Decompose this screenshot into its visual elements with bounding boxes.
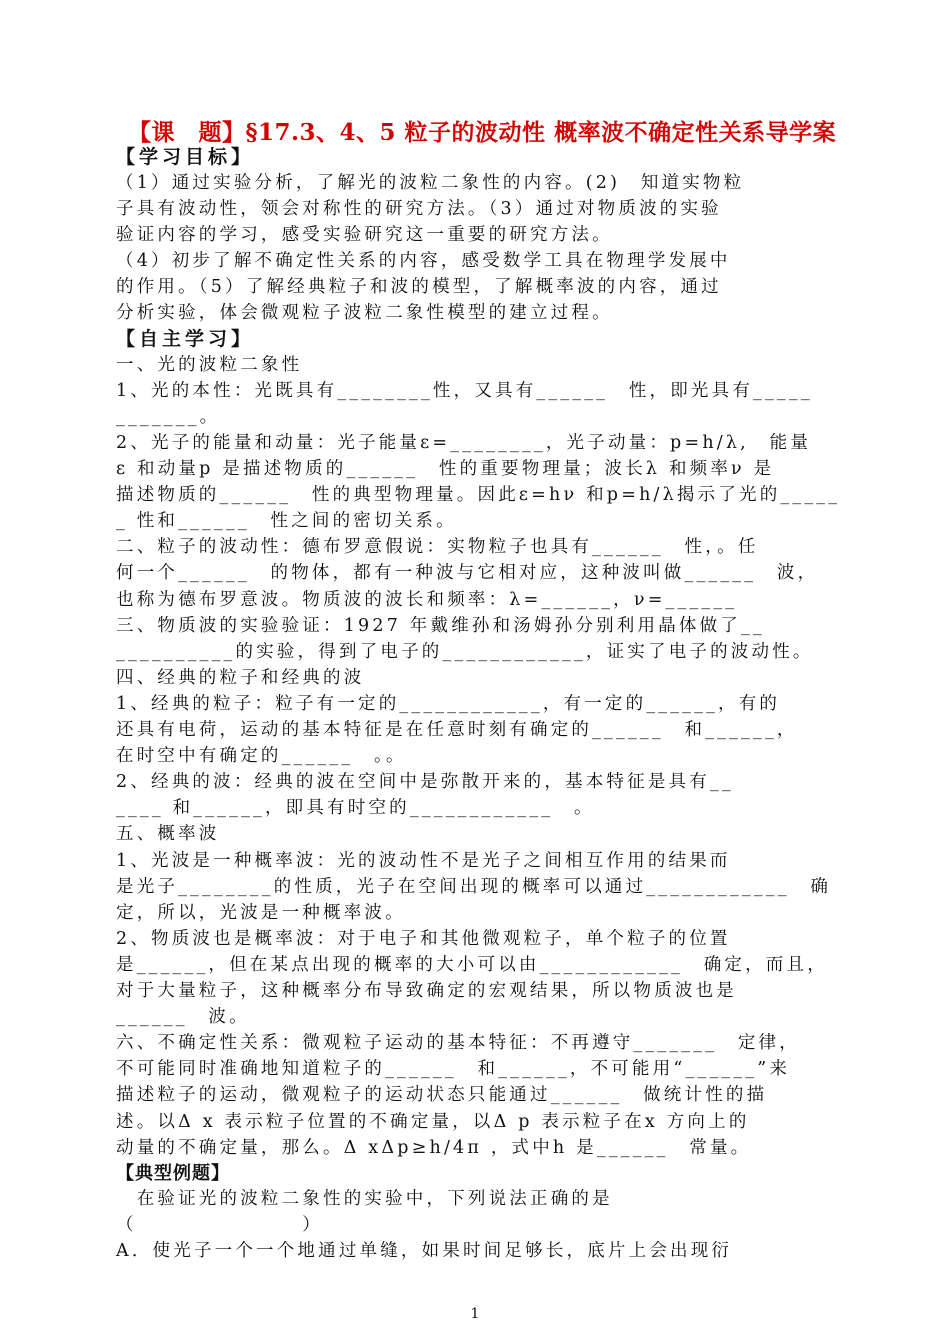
text-line: 分析实验，体会微观粒子波粒二象性模型的建立过程。 [116, 303, 613, 323]
text-line: 是光子________的性质，光子在空间出现的概率可以通过____________ 确 [116, 876, 832, 897]
page-title: 【课 题】§17.3、4、5 粒子的波动性 概率波不确定性关系导学案 [128, 119, 837, 146]
text-line: 1、经典的粒子：粒子有一定的____________，有一定的______，有的 [116, 693, 781, 714]
text-line: 2、经典的波：经典的波在空间中是弥散开来的，基本特征是具有__ [116, 772, 734, 793]
text-line: （4）初步了解不确定性关系的内容，感受数学工具在物理学发展中 [116, 250, 731, 271]
text-line: 在时空中有确定的______ 。。 [116, 746, 407, 767]
text-line: 何一个______ 的物体，都有一种波与它相对应，这种波叫做______ 波， [116, 563, 819, 584]
text-line: 动量的不确定量，那么。Δ xΔp≥h/4π ，式中h 是______ 常量。 [116, 1137, 752, 1158]
text-line: 也称为德布罗意波。物质波的波长和频率：λ=______，ν=______ [116, 589, 738, 610]
text-line: 1、光波是一种概率波：光的波动性不是光子之间相互作用的结果而 [116, 850, 731, 871]
section-heading: 【典型例题】 [116, 1162, 230, 1184]
section-heading: 【自主学习】 [116, 328, 255, 351]
text-line: ____ 和______，即具有时空的____________ 。 [116, 798, 595, 819]
text-line: A．使光子一个一个地通过单缝，如果时间足够长，底片上会出现衍 [116, 1241, 733, 1262]
text-line: 1、光的本性：光既具有________性，又具有______ 性，即光具有_____ [116, 380, 813, 401]
section-heading: 【学习目标】 [116, 146, 255, 168]
text-line: 子具有波动性，领会对称性的研究方法。（3）通过对物质波的实验 [116, 198, 722, 219]
text-line: 的作用。（5）了解经典粒子和波的模型，了解概率波的内容，通过 [116, 276, 722, 297]
text-line: 还具有电荷，运动的基本特征是在任意时刻有确定的______ 和______， [116, 720, 798, 740]
text-line: 三、物质波的实验验证：1927 年戴维孙和汤姆孙分别利用晶体做了__ [116, 615, 765, 636]
text-line: （ ） [116, 1215, 323, 1236]
text-line: 2、光子的能量和动量：光子能量ε=________，光子动量：p=h/λ, 能量 [116, 432, 812, 453]
text-line: 对于大量粒子，这种概率分布导致确定的宏观结果，所以物质波也是 [116, 981, 737, 1001]
text-line: 描述物质的______ 性的典型物理量。因此ε=hν 和p=h/λ揭示了光的_____ [116, 485, 841, 506]
text-line: 六、不确定性关系：微观粒子运动的基本特征：不再遵守_______ 定律， [116, 1033, 800, 1054]
text-line: _______。 [116, 406, 221, 427]
text-line: ______ 波。 [116, 1007, 250, 1028]
text-line: _ 性和______ 性之间的密切关系。 [116, 511, 457, 532]
text-line: 一、光的波粒二象性 [116, 354, 303, 375]
text-line: （1）通过实验分析，了解光的波粒二象性的内容。(2) 知道实物粒 [116, 172, 745, 193]
text-line: __________的实验，得到了电子的____________，证实了电子的波动性。 [116, 641, 814, 662]
text-line: 是______，但在某点出现的概率的大小可以由____________ 确定，而且， [116, 954, 828, 975]
text-line: 在验证光的波粒二象性的实验中，下列说法正确的是 [116, 1189, 613, 1210]
text-line: 五、概率波 [116, 824, 220, 845]
text-line: 四、经典的粒子和经典的波 [116, 667, 365, 688]
text-line: 定，所以，光波是一种概率波。 [116, 902, 406, 923]
text-line: 述。以Δ x 表示粒子位置的不确定量，以Δ p 表示粒子在x 方向上的 [116, 1111, 750, 1132]
text-line: 二、粒子的波动性：德布罗意假说：实物粒子也具有______ 性，。任 [116, 537, 759, 558]
text-line: 验证内容的学习，感受实验研究这一重要的研究方法。 [116, 224, 613, 245]
text-line: ε 和动量p 是描述物质的______ 性的重要物理量；波长λ 和频率ν 是 [116, 459, 775, 479]
text-line: 不可能同时准确地知道粒子的______ 和______，不可能用“______”来 [116, 1059, 791, 1080]
text-line: 描述粒子的运动，微观粒子的运动状态只能通过______ 做统计性的描 [116, 1085, 768, 1106]
page-number: 1 [470, 1306, 480, 1322]
text-line: 2、物质波也是概率波：对于电子和其他微观粒子，单个粒子的位置 [116, 928, 731, 949]
